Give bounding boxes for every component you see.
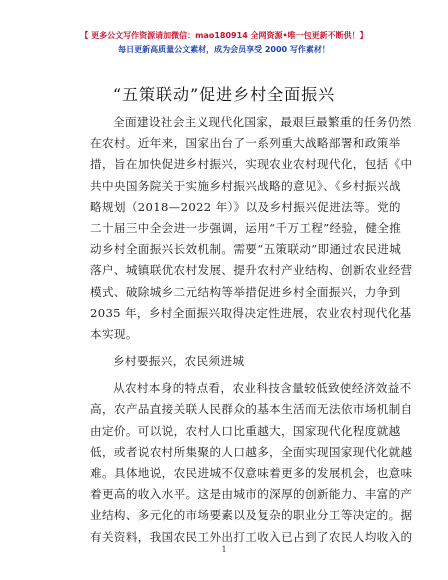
section-subheading: 乡村要振兴，农民须进城 bbox=[113, 354, 245, 369]
paragraph-1-line: 模式、破除城乡二元结构等举措促进乡村全面振兴，力争到 bbox=[90, 284, 401, 299]
paragraph-1-line: 措，旨在加快促进乡村振兴，实现农业农村现代化，包括《中 bbox=[90, 157, 413, 172]
paragraph-1-line: 落户、城镇联优农村发展、提升农村产业结构、创新农业经营 bbox=[90, 263, 413, 278]
promo-banner-line-1: 【 更多公文写作资源请加微信：mao180914 全网资源•唯一包更新不断供！】 bbox=[80, 31, 368, 40]
document-body bbox=[90, 112, 413, 548]
paragraph-2-line: 难。具体地说，农民进城不仅意味着更多的发展机会，也意味 bbox=[90, 466, 413, 480]
paragraph-2-line: 低，或者说农村所集聚的人口越多，全面实现国家现代化就越 bbox=[90, 444, 413, 459]
paragraph-1-line: 全面建设社会主义现代化国家，最艰巨最繁重的任务仍然 bbox=[113, 115, 412, 129]
paragraph-2-line: 高，农产品直接关联人民群众的基本生活而无法依市场机制自 bbox=[90, 402, 413, 417]
paragraph-2-line: 由定价。可以说，农村人口比重越大，国家现代化程度就越 bbox=[90, 423, 401, 438]
paragraph-1-line: 在农村。近年来，国家出台了一系列重大战略部署和政策举 bbox=[90, 136, 401, 151]
paragraph-1-line: 2035 年，乡村全面振兴取得决定性进展，农业农村现代化基 bbox=[90, 305, 412, 320]
paragraph-2-line: 有关资料，我国农民工外出打工收入已占到了农民人均收入的 bbox=[90, 529, 413, 544]
paragraph-1-line: 本实现。 bbox=[90, 326, 138, 341]
paragraph-2-line: 着更高的收入水平。这是由城市的深厚的创新能力、丰富的产 bbox=[90, 487, 413, 502]
promo-banner-line-2: 每日更新高质量公文素材，成为会员享受 2000 写作素材！ bbox=[118, 45, 330, 54]
paragraph-1-line: 二十届三中全会进一步强调，运用“千万工程”经验，健全推 bbox=[90, 220, 402, 235]
paragraph-1-line: 略规划（2018—2022 年）》以及乡村振兴促进法等。党的 bbox=[90, 199, 401, 214]
document-title: “五策联动”促进乡村全面振兴 bbox=[112, 85, 336, 104]
paragraph-1-line: 动乡村全面振兴长效机制。需要“五策联动”即通过农民进城 bbox=[90, 242, 402, 257]
paragraph-1-line: 共中央国务院关于实施乡村振兴战略的意见》、《乡村振兴战 bbox=[90, 178, 401, 193]
page-number: 1 bbox=[221, 545, 227, 554]
paragraph-2-line: 从农村本身的特点看，农业科技含量较低致使经济效益不 bbox=[113, 381, 412, 396]
paragraph-2-line: 业结构、多元化的市场要素以及复杂的职业分工等决定的。据 bbox=[90, 508, 413, 523]
